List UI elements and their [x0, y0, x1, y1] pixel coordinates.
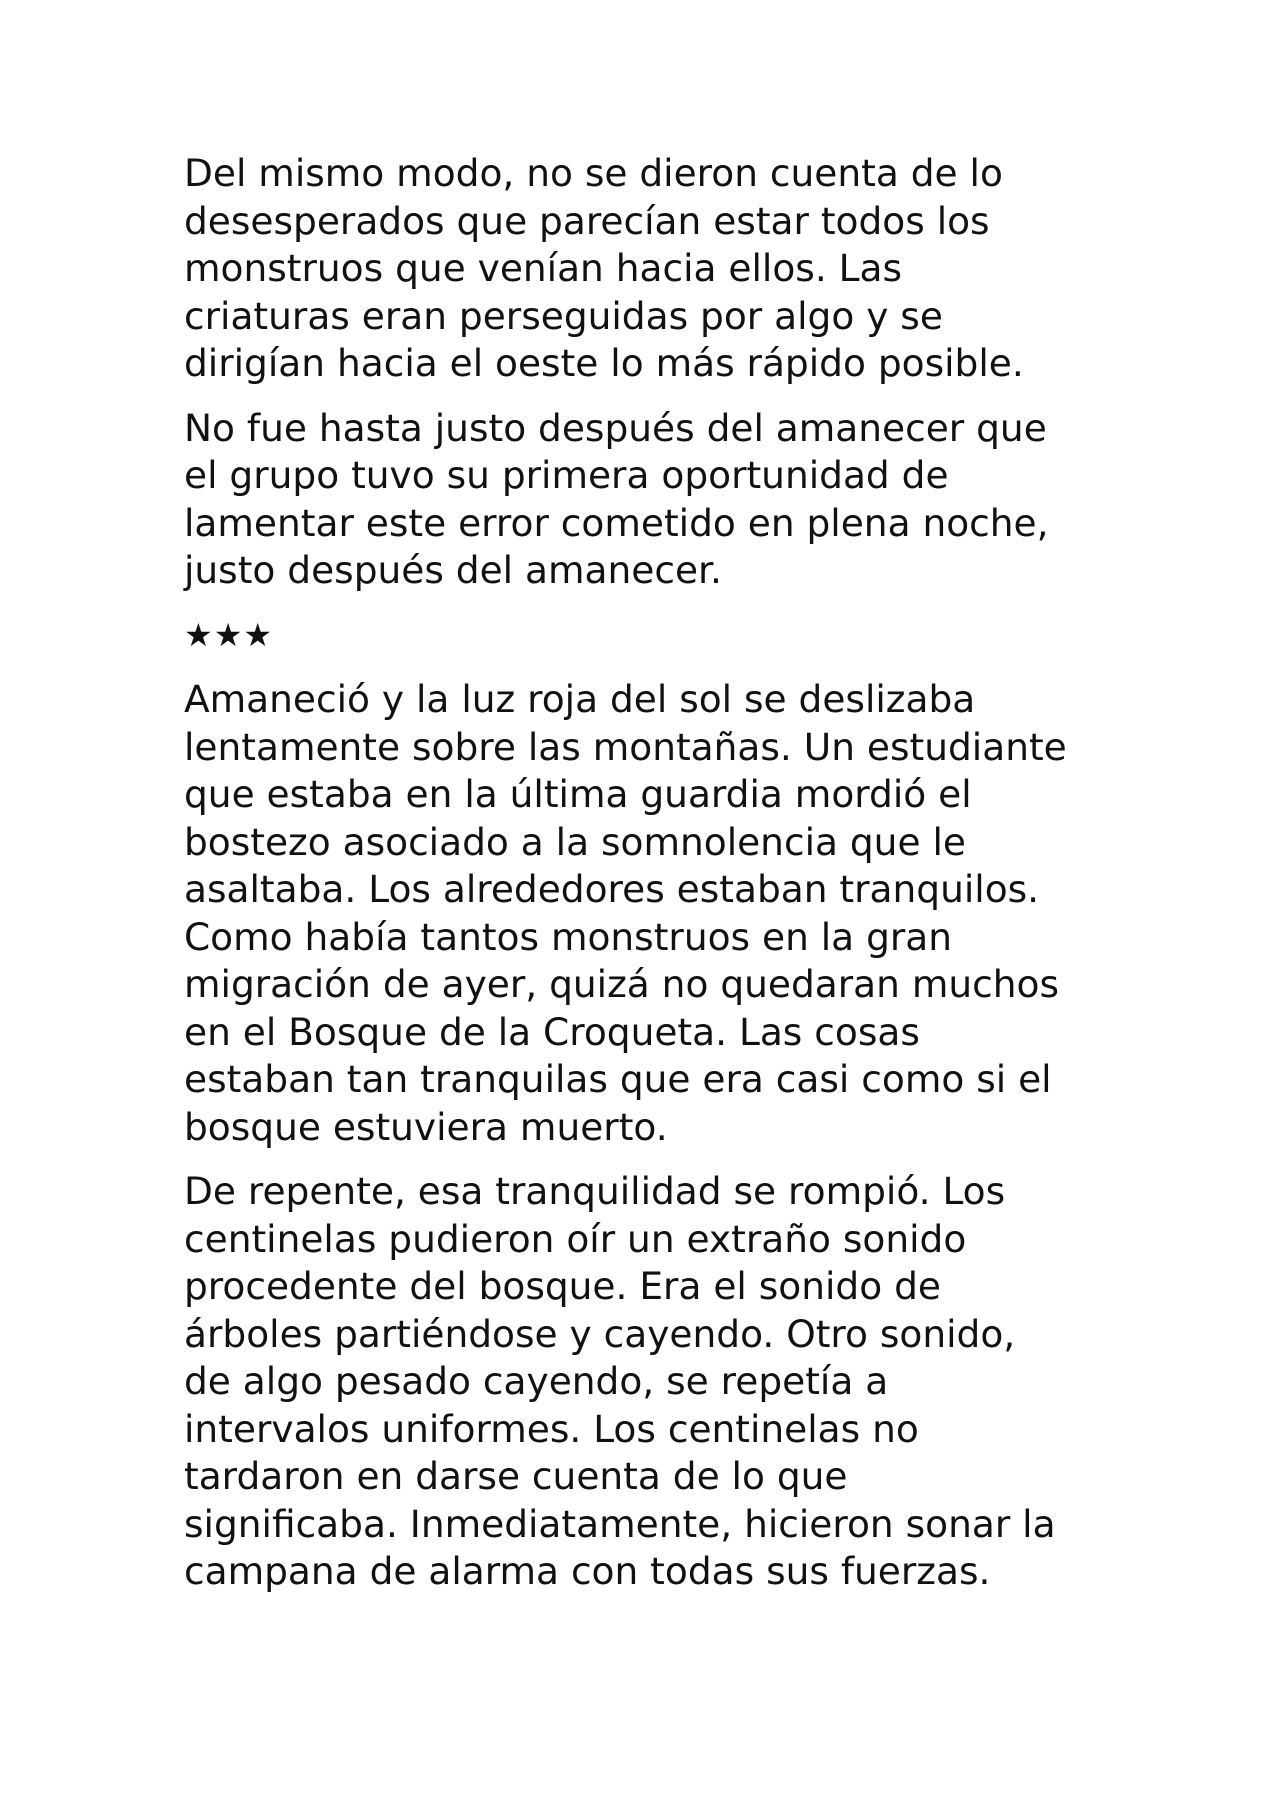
- text-line: desesperados que parecían estar todos los: [184, 198, 990, 243]
- text-line: de algo pesado cayendo, se repetía a: [184, 1359, 889, 1403]
- text-line: significaba. Inmediatamente, hicieron sonar la: [184, 1501, 1056, 1546]
- paragraph-3: [184, 676, 1124, 1151]
- text-line: Amaneció y la luz roja del sol se deslizaba: [184, 677, 976, 721]
- text-line: intervalos uniformes. Los centinelas no: [184, 1406, 919, 1451]
- text-line: lentamente sobre las montañas. Un estudiante: [184, 724, 1067, 769]
- text-line: De repente, esa tranquilidad se rompió. Los: [184, 1169, 1006, 1213]
- text-line: dirigían hacia el oeste lo más rápido posible.: [184, 341, 1024, 385]
- text-line: monstruos que venían hacia ellos. Las: [184, 246, 903, 290]
- text-line: procedente del bosque. Era el sonido de: [184, 1264, 941, 1308]
- text-line: criaturas eran perseguidas por algo y se: [184, 293, 943, 338]
- text-line: Del mismo modo, no se dieron cuenta de lo: [184, 151, 1003, 195]
- text-line: árboles partiéndose y cayendo. Otro sonido,: [184, 1311, 1016, 1356]
- text-line: centinelas pudieron oír un extraño sonido: [184, 1216, 967, 1261]
- text-line: que estaba en la última guardia mordió el: [184, 772, 972, 816]
- text-line: campana de alarma con todas sus fuerzas.: [184, 1549, 991, 1593]
- scene-break-separator: ★★★: [184, 615, 274, 654]
- text-line: justo después del amanecer.: [184, 548, 722, 592]
- paragraph-4: [184, 1168, 1124, 1596]
- text-line: migración de ayer, quizá no quedaran muchos: [184, 962, 1059, 1006]
- text-line: el grupo tuvo su primera oportunidad de: [184, 453, 949, 497]
- text-line: Como había tantos monstruos en la gran: [184, 914, 953, 959]
- document-page: [184, 150, 1124, 1613]
- text-line: tardaron en darse cuenta de lo que: [184, 1454, 848, 1498]
- text-line: No fue hasta justo después del amanecer que: [184, 405, 1047, 450]
- text-line: bostezo asociado a la somnolencia que le: [184, 819, 966, 864]
- paragraph-2: [184, 405, 1124, 595]
- text-line: asaltaba. Los alrededores estaban tranquilos.: [184, 867, 1040, 911]
- paragraph-1: [184, 150, 1124, 388]
- text-line: en el Bosque de la Croqueta. Las cosas: [184, 1009, 920, 1054]
- text-line: bosque estuviera muerto.: [184, 1104, 668, 1149]
- text-line: lamentar este error cometido en plena noche,: [184, 500, 1049, 545]
- text-line: estaban tan tranquilas que era casi como si el: [184, 1057, 1052, 1101]
